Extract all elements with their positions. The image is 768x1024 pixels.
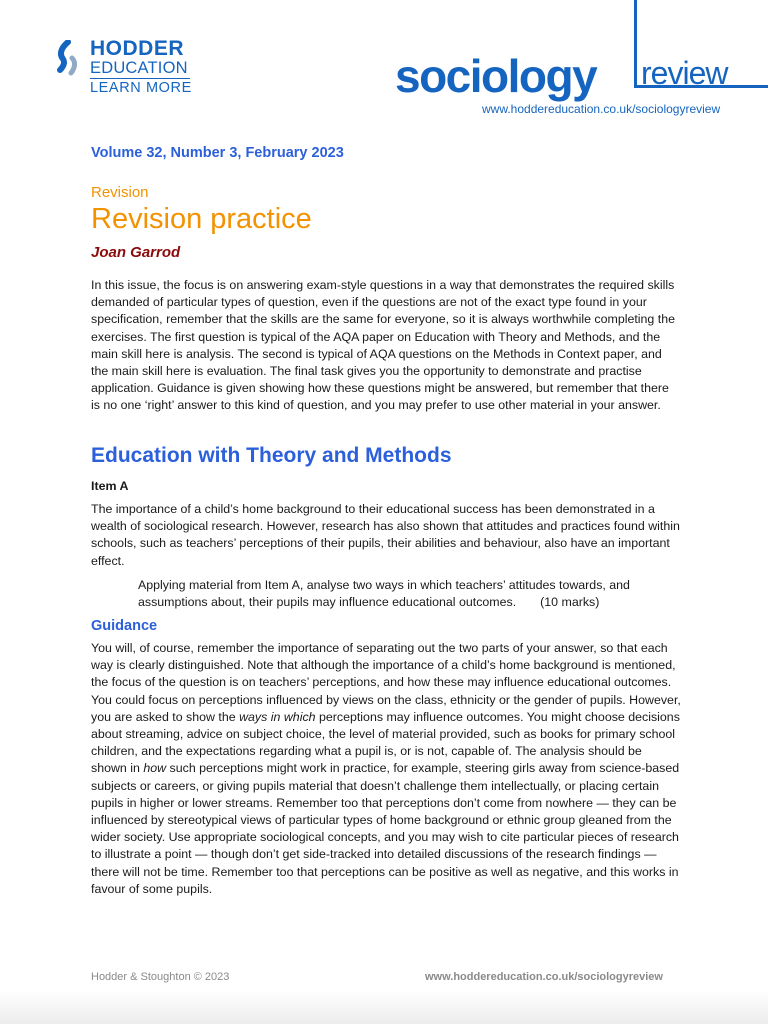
exam-question <box>138 577 678 611</box>
question-marks: (10 marks) <box>540 595 600 610</box>
guidance-text-1: You will, of course, remember the importance of separating out the two parts of your answer, so that each way is clearly distinguished. Note that although the importance of a child’s home background is mentioned, the focus of the question is on teachers’ perceptions, and how these may influence educational outcomes. You could focus on perceptions influenced by views on the class, ethnicity or the gender of pupils. However, you are asked to show the <box>91 641 681 724</box>
article-title: Revision practice <box>91 203 312 235</box>
masthead-vertical-rule <box>634 0 637 88</box>
guidance-emphasis-1: ways in which <box>239 709 316 724</box>
masthead-url-link[interactable]: www.hoddereducation.co.uk/sociologyreview <box>482 102 721 116</box>
guidance-heading: Guidance <box>91 618 158 634</box>
article-author: Joan Garrod <box>91 244 181 261</box>
hodder-swirl-icon <box>52 40 82 80</box>
item-label: Item A <box>91 479 129 493</box>
logo-name: HODDER <box>90 37 185 60</box>
logo-divider <box>90 78 190 79</box>
intro-paragraph: In this issue, the focus is on answering exam-style questions in a way that demonstrates the required skills demanded of particular types of question, even if the questions are not of the exact type found in your specification, remember that the skills are the same for everyone, so it is always worthwhile completing the exercises. The first question is typical of the AQA paper on Education with Theory and Methods, and the main skill here is analysis. The second is typical of AQA questions on the Methods in Context paper, and the main skill here is evaluation. The final task gives you the opportunity to demonstrate and practise application. Guidance is given showing how these questions might be answered, but remember that there is no one ‘right’ answer to this kind of question, and you may prefer to use other material in your answer. <box>91 278 675 413</box>
masthead-review-word: review <box>641 55 728 91</box>
guidance-emphasis-2: how <box>143 761 167 776</box>
item-a-text: The importance of a child’s home background to their educational success has been demonstrated in a wealth of sociological research. However, research has also shown that attitudes and practices found within schools, such as teachers’ perceptions of their pupils, their abilities and behaviour, also have an important effect. <box>91 502 680 568</box>
guidance-text-3: such perceptions might work in practice, for example, steering girls away from science-based subjects or careers, or giving pupils material that doesn’t challenge them intellectually, or placing certain pupils in higher or lower streams. Remember too that perceptions don’t come from nowhere — they can be influenced by stereotypical views of particular types of home background or ethnic group gleaned from the wider society. Use appropriate sociological concepts, and you may wish to cite particular pieces of research to illustrate a point — though don’t get side-tracked into detailed discussions of the research findings — there will not be time. Remember too that perceptions can be positive as well as negative, and this works in favour of some pupils. <box>91 761 680 896</box>
footer-copyright: Hodder & Stoughton © 2023 <box>91 971 230 983</box>
guidance-text-2: perceptions may influence outcomes. You might choose decisions about streaming, advice on subject choice, the level of material provided, such as books for primary school children, and the expectations regarding what a pupil is, or is not, capable of. The analysis should be shown in <box>91 709 680 776</box>
guidance-paragraph <box>91 640 681 898</box>
issue-info: Volume 32, Number 3, February 2023 <box>91 145 344 161</box>
logo-tagline: LEARN MORE <box>90 80 192 96</box>
logo-line2: EDUCATION <box>90 59 188 77</box>
masthead-title: sociology <box>395 50 597 102</box>
footer-url-link[interactable]: www.hoddereducation.co.uk/sociologyreview <box>425 971 663 983</box>
page-edge-shadow <box>0 990 768 1024</box>
question-text: Applying material from Item A, analyse two ways in which teachers’ attitudes towards, and assumptions about, their pupils may influence educational outcomes. <box>138 578 630 610</box>
section-label: Revision <box>91 184 149 201</box>
hodder-education-logo <box>52 38 202 98</box>
section-heading: Education with Theory and Methods <box>91 444 452 467</box>
